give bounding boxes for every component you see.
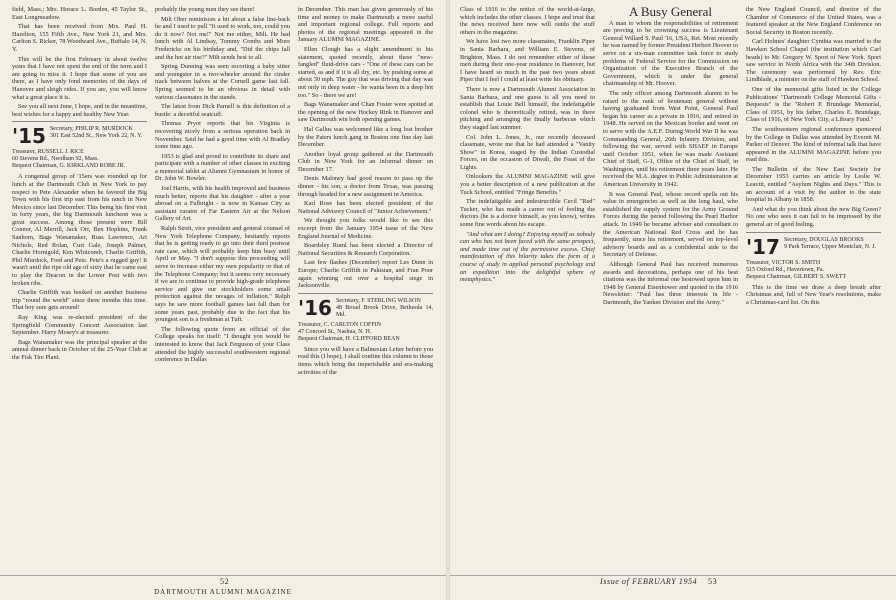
article-heading: A Busy General <box>628 6 713 19</box>
paragraph: The indefatigable and indestructible Cecil "Red" Tucker, who has made a career out of fooling the doctors (he is a doctor himself, as you know), writes some fine words about his escape. <box>460 198 595 229</box>
secretary-name: Secretary, PHILIP R. MURDOCK <box>49 126 133 133</box>
paragraph: 1953 is glad and proud to contribute its share and participate with a number of other classes in exciting a memorial tablet at Alumni Gymnasium in honor of Dr. John W. Bowler. <box>155 152 290 183</box>
paragraph: Ray King was re-elected president of the Springfield Community Concert Association last September. Harry Mosey's at treasurer. <box>12 314 147 337</box>
paragraph: Since you will have a Balinesian Letter before you read this (I hope), I shall confine this column to those items which bring the imperishable and era-making activities of the <box>298 345 433 376</box>
paragraph: We thought you folks would like to see this excerpt from the January 1954 issue of the New England Journal of Medicine. <box>298 217 433 240</box>
paragraph: That has been received from Mrs. Paul H. Hazelton, 155 Fifth Ave., New York 21, and Mrs. Carlton S. Ricker, 78 Woodward Ave., Buffalo 14, N. Y. <box>12 23 147 53</box>
paragraph: A man to whom the responsibilities of retirement are proving to be crowning success is Lieutenant General Willard S. Paul '16, USA, Ret. Most recently he was named by former President Herbert Hoover to serve on a six-man committee task force to study problems of Federal Service for the Commission on Organization of the Executive Branch of the Government, which is under the general chairmanship of Mr. Hoover. <box>603 19 738 88</box>
paragraph: Class of 1916 to the notice of the world-at-large, which includes the other classes. I hope and trust that the news received here now will outdo the stuff others in the magazine. <box>460 6 595 36</box>
treasurer-address: 47 Concord St., Nashua, N. H. <box>298 328 372 335</box>
paragraph: Bags Wanamaker and Chan Foster were spotted at the opening of the new Hockey Rink in Hanover and saw Dartmouth win both opening games. <box>298 101 433 124</box>
paragraph: The following quote from an official of the College speaks for itself: "I thought you would be interested to know that Jack Ferguson of your Class attended the highly successful southwestern regional conference in Dallas <box>155 325 290 364</box>
paragraph: Ellen Clough has a slight amendment to his statement, quoted recently, about these "new-fangled" fluid-drive cars - "One of these cars can be started, as and if it is all dry, etc. by pushing some at about 30 mph. The guy that was driving that day was not only in deep water - he wanta been in a deep hot too." So - there we are! <box>298 45 433 99</box>
paragraph: probably the young men they see there! <box>155 6 255 13</box>
paragraph: Col. John L. Jones, Jr., our recently deceased classmate, wrote me that he had attended a "Vanity Show" in Korea, staged by the Indian Custodial Forces, on the occasion of Diwali, the Feast of the Lights. <box>460 133 595 171</box>
class-year-number: '17 <box>746 234 780 259</box>
footer-rule <box>0 575 446 576</box>
page-number: 52 <box>220 577 230 586</box>
paragraph: Another loyal group gathered at the Dartmouth Club in New York for an informal dinner on December 17. <box>298 150 433 173</box>
paragraph: Thomas Pryor reports that his Virginia is recovering nicely from a serious operation back in November. Said he had a good time with Al Bradley some time ago. <box>155 120 290 151</box>
divider <box>12 121 147 122</box>
treasurer-name: Treasurer, RUSSELL J. RICE <box>12 149 84 156</box>
paragraph: Onlookers the ALUMNI MAGAZINE will give you a better description of a new publication at the Tuck School, entitled "Fringe Benefits." <box>460 173 595 196</box>
footer-rule <box>450 575 896 576</box>
paragraph: The latest from Dick Parnell is this definition of a bustle: a deceitful seatcuff. <box>155 103 290 118</box>
treasurer-name: Treasurer, C. CARLTON COFFIN <box>298 321 382 328</box>
paragraph: A congenial group of '15ers was rounded up for lunch at the Dartmouth Club in New York to pay respect to Pete Alexander when he favored the Big Town with his first trip east from his ranch in New Mexico since last December. This being his first visit in forty years, the big Dartmouth luncheon was a great success. Among those present were Bill Connor, Al Merrill, Jack Orr, Ben Hopkins, Frank Sanborn, Bags Wanamaker, Russ Lawrence, Art Nichols, Red Rolan, Curt Gale, Joseph Palmer, Charlie Hornigold, Ken Whitcomb, Charlie Griffith, Phil Murdock, Fred and Pete. Pete's a rugged guy! It wasn't until the ripe old age of sixty that he came east to play the Deacon in the Lower Post with two broken ribs. <box>12 173 147 287</box>
paragraph: The Bulletin of the New East Society for December 1953 carries an article by Leslie W. Leavitt, entitled "Asylum Nights and Days." This is an account of a visit by the author to the state hospital in Albany in 1858. <box>746 165 881 204</box>
issue-date: Issue of FEBRUARY 1954 <box>600 577 698 586</box>
class-header-1917 <box>746 234 881 259</box>
left-column-1 <box>12 6 147 554</box>
class-officers <box>50 126 142 140</box>
paragraph: Carl Holmes' daughter Cynthia was married to the Hawken School Chapel (the institution which Carl heads) to Mr. Gregory W. Sport of New York. Sport saw service in North Africa with the 34th Division. The ceremony was performed by Rev. Eric Lindblade, a minister on the staff of Hawken School. <box>746 38 881 84</box>
left-column-3 <box>298 6 433 554</box>
paragraph: We have lost two more classmates, Franklin Piper in Santa Barbara, and William E. Stevens, of Brighton, Mass. I do not remember either of these men during their one-year residence in Hanover, but I have heard so much in the past two years about Piper that I feel I could at least write his obituary. <box>460 38 595 84</box>
treasurer-address: 515 Oxford Rd., Havertown, Pa. <box>746 266 824 273</box>
paragraph: Joel Harris, with his health improved and business much better, reports that his daughter - after a year abroad on a Fulbright - is now in Kansas City as assistant curator of Far Eastern Art at the Nelson Gallery of Art. <box>155 185 290 223</box>
bequest-chairman: Bequest Chairman, G. KIRKLAND ROBE JR. <box>12 163 125 170</box>
class-officers <box>784 237 876 251</box>
class-year-number: '15 <box>12 124 46 149</box>
class-officers-extra <box>298 322 433 343</box>
secretary-address: 9 Park Terrace, Upper Montclair, N. J. <box>783 243 876 250</box>
paragraph: Milt Ober reminisces a bit about a false line-back he and I used to pull "It used to work, too, could you do it now? Not me!" Not me either, Milt. He had lunch with Al Lindsay, Tommy Combs and More Fredericks on his birthday and, "Did the chips fall and the hot air rise?" Milt sends best to all. <box>155 15 290 61</box>
bequest-chairman: Bequest Chairman, GILBERT S. SWETT <box>746 273 847 280</box>
paragraph: One of the memorial gifts listed in the College Publications' "Dartmouth College Memorial Gifts - Bequests" is the "Robert P. Brundage Memorial, Class of 1951, by his father, Charles E. Brundage, Class of 1916, of New York City, a Library Fund." <box>746 85 881 124</box>
class-officers-extra <box>12 149 147 170</box>
paragraph: See you all next June, I hope, and in the meantime, best wishes for a happy and healthy New Year. <box>12 103 147 118</box>
paragraph: in December. This man has given generously of his time and money to make Dartmouth a more useful and important regional college. Full reports and photos of the regional meetings appeared in the January ALUMNI MAGAZINE. <box>298 6 433 44</box>
class-officers <box>336 298 433 319</box>
paragraph: Last few flashes (December) report Les Dunn in Europe; Charlie Griffith in Pakistan, and Fran Poor again winning out over a hospital siege in Jacksonville. <box>298 259 433 290</box>
paragraph: Karl Rose has been elected president of the National Advisory Council of "Junior Achievement." <box>298 200 433 215</box>
paragraph: Ralph Streit, vice president and general counsel of New York Telephone Company, hesitantly reports that he is getting ready to go into their third postwar rate case, which will probably keep him busy until April or May. "I don't suppose this proceeding will serve to increase either my own popularity or that of the Telephone Company; but it seems very necessary if we are to continue to provide high-grade telephone service and give our stockholders some small protection against the ravages of inflation." Ralph says he saw more football games last fall than for some years past, probably due to the fact that his youngest son is a freshman at Tuft. <box>155 225 290 324</box>
bequest-chairman: Bequest Chairman, H. CLIFFORD BEAN <box>298 335 400 342</box>
treasurer-address: 60 Stevens Rd., Needham 92, Mass. <box>12 156 99 163</box>
paragraph: field, Mass.; Mrs. Horace L. Borden, 45 Taylor St., East Longmeadow. <box>12 6 147 21</box>
class-header-1916 <box>298 295 433 320</box>
secretary-name: Secretary, F. STERLING WILSON <box>335 297 421 304</box>
right-page <box>450 0 896 600</box>
class-header-1915 <box>12 124 147 149</box>
paragraph: Spring Dunning was seen escorting a baby sitter and youngster in a two-wheeler around the cinder track between halves at the Cornell game last fall. Spring seemed to be an obvious in detail with various classmates in the stands. <box>155 63 290 101</box>
left-column-2 <box>155 6 290 554</box>
right-column-3 <box>746 6 881 554</box>
secretary-address: 48 Broad Brook Drive, Bethesda 14, Md. <box>335 304 433 318</box>
paragraph: Although General Paul has received numerous awards and decorations, perhaps one of his best citations was the informal one bestowed upon him in 1948 by General Eisenhower and quoted in the 1916 Newsletter: "Paul has three interests in life - Dartmouth, the Yankee Division and the Army." <box>603 261 738 306</box>
paragraph: Charlie Griffith was hooked on another business trip "round the world" since three months this time. That boy sure gets around! <box>12 289 147 312</box>
left-page <box>0 0 446 600</box>
secretary-address: 301 East 52nd St., New York 22, N. Y. <box>49 133 143 140</box>
block-quote: "And what am I doing? Enjoying myself as nobody can who has not been faced with the same prospect, and made time out of the permissive excess. Chief manifestation of this hilarity takes the form of a course of study in applied personal psychology and an expedition into the delightful sphere of metaphysics." <box>460 230 595 284</box>
paragraph: It was General Paul, whose record spells out his value in emergencies as well as the long haul, who established the supply system for the Army Ground Forces during the period following the Pearl Harbor attack. In 1949 he became adviser and consultant to the American National Red Cross and he has frequently, since his retirement, served on top-level advisory boards and as a confidential aide to the Secretary of Defense. <box>603 190 738 259</box>
right-column-2 <box>603 6 738 554</box>
paragraph: the New England Council, and director of the Chamber of Commerce of the United States, was a featured speaker at the New England Conference on Social Security in Boston recently. <box>746 6 881 36</box>
paragraph: Boardsley Ruml has been elected a Director of National Securities & Research Corporation. <box>298 242 433 257</box>
paragraph: This will be the first February in about twelve years that I have not spent the end of the term and I am going to miss it. I hope that some of you are there, as I have only fond memories of the days of Hanover and sleigh rides. If you are, you will know what a great place it is. <box>12 55 147 101</box>
divider <box>746 232 881 233</box>
paragraph: The only officer among Dartmouth alumni to be raised to the rank of lieutenant general without having graduated from West Point, General Paul began his career as a private in 1916, and retired in 1948. He served on the Mexican border and went on to serve with the A.E.F. During World War II he was Commanding General, 26th Infantry Division, and following the war, served with SHAEF in Europe until October 1951, when he was made Assistant Chief of Staff, G-1, Office of the Chief of Staff, in Washington, until his retirement three years later. He received the M.A. degree in Public Administration at American University in 1942. <box>603 89 738 189</box>
paragraph: Hal Gallus was welcomed like a long lost brother by the Paters lunch gang in Boston one fine day last December. <box>298 125 433 149</box>
paragraph: There is now a Dartmouth Alumni Association in Santa Barbara, and one guess is all you need to establish that Louie Bell himself, the indefatigable colonel who is theoretically retired, was in there pitching and arranging the finally barbecue which they staged last summer. <box>460 85 595 131</box>
paragraph: The southwestern regional conference sponsored by the College in Dallas was attended by Everett M. Parker of Denver. The kind of informal talk that have appeared in the ALUMNI MAGAZINE before you read this. <box>746 125 881 164</box>
treasurer-name: Treasurer, VICTOR S. SMITH <box>746 259 821 266</box>
divider <box>298 293 433 294</box>
right-column-1 <box>460 6 595 554</box>
paragraph: Bags Wanamaker was the principal speaker at the annual dinner back in October of the 25-Year Club at the Fisk Tire Plant. <box>12 338 147 361</box>
paragraph: This is the time we draw a deep breath after Christmas and, full of New Year's resolutions, make a Christmas-card list. On this <box>746 283 881 306</box>
class-year-number: '16 <box>298 295 332 320</box>
paragraph: And what do you think about the new Big Green? No one who sees it can fail to be impressed by the general air of good feeling. <box>746 205 881 229</box>
magazine-title: DARTMOUTH ALUMNI MAGAZINE <box>154 588 292 596</box>
secretary-name: Secretary, DOUGLAS BROOKS <box>783 236 864 243</box>
paragraph: Denis Maloney had good reason to pass up the dinner - his son, a doctor from Texas, was passing through headed for a new assignment in America. <box>298 175 433 198</box>
class-officers-extra <box>746 260 881 281</box>
page-number: 53 <box>708 577 718 586</box>
